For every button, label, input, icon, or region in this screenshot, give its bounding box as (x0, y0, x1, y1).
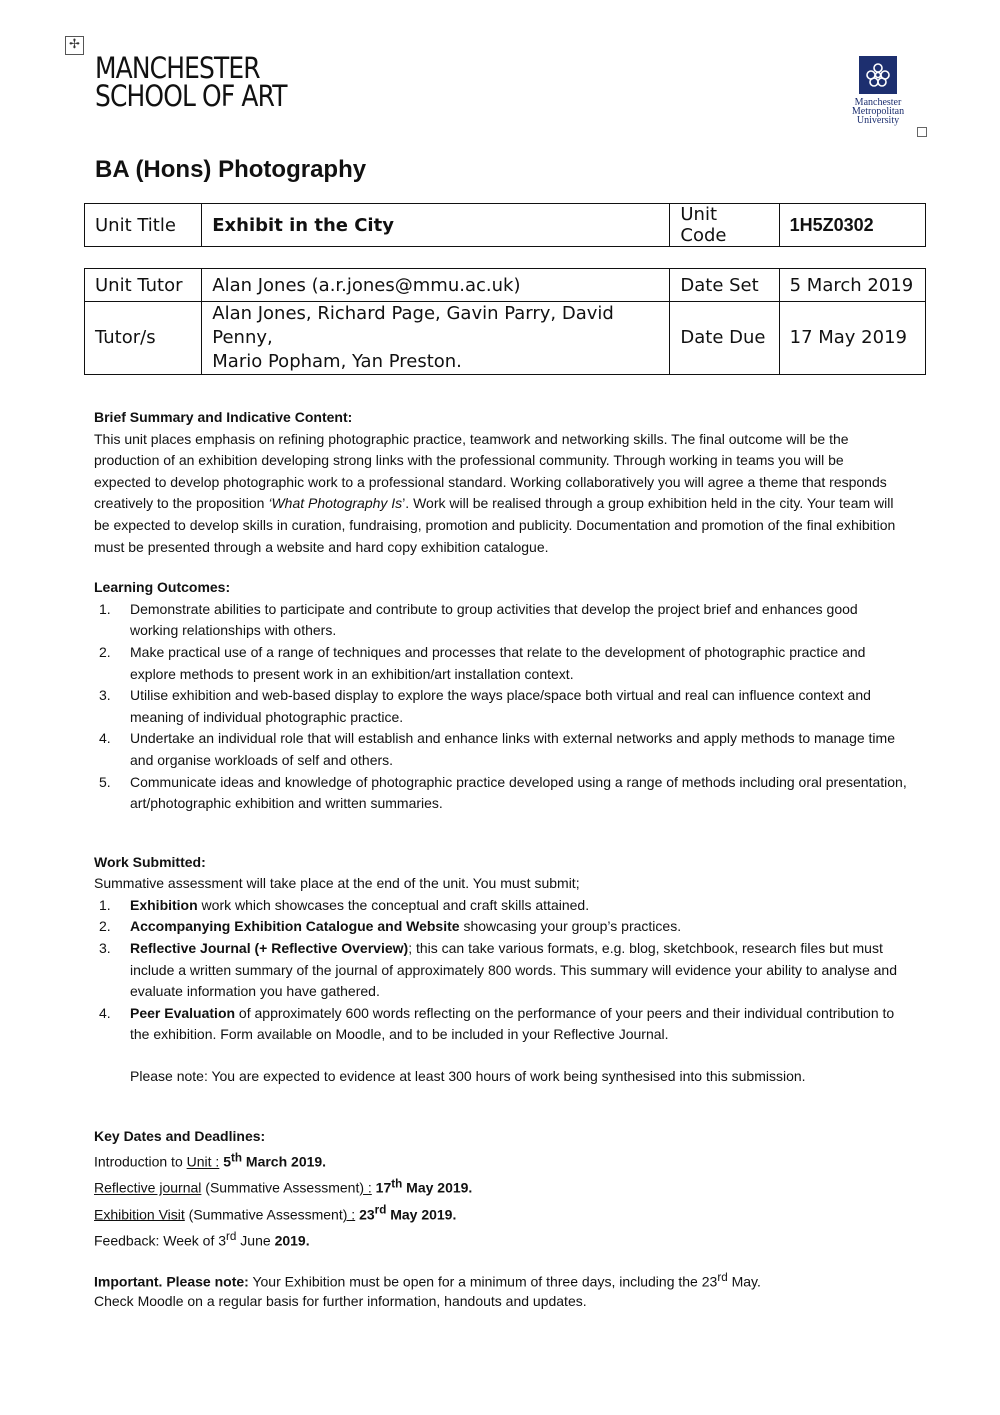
brief-line: expected to develop photographic work to a professional standard. Working collaboratively you will agree a theme that responds (94, 473, 887, 490)
brief-line: production of an exhibition developing strong links with the professional community. Through working in teams you will be (94, 452, 844, 469)
key-date-text: Introduction to (94, 1153, 187, 1170)
key-date-introduction (94, 1147, 919, 1173)
unit-title-label: Unit Title (85, 204, 202, 247)
key-date-underlined: ) : (359, 1180, 372, 1197)
list-item-bold: Peer Evaluation (130, 1004, 236, 1021)
key-date-bold: 5 (223, 1153, 231, 1170)
date-set-label: Date Set (670, 269, 779, 302)
key-date-underlined: Exhibition Visit (94, 1206, 185, 1223)
tutors-value-line-2: Mario Popham, Yan Preston. (212, 351, 462, 372)
key-date-bold: 17 (375, 1180, 392, 1197)
anchor-handle-icon[interactable] (917, 127, 927, 137)
brief-line (94, 493, 919, 515)
list-item (94, 599, 919, 642)
unit-title-table (84, 203, 926, 247)
date-due-value: 17 May 2019 (779, 302, 925, 375)
important-text: Your Exhibition must be open for a minimum of three days, including the 23 (248, 1273, 718, 1290)
work-submitted-list (94, 895, 919, 1046)
list-item-bold: Reflective Journal (+ Reflective Overview) (130, 940, 409, 957)
date-due-label: Date Due (670, 302, 779, 375)
key-date-sup: rd (374, 1203, 387, 1217)
list-item-text: ; this can take various formats, e.g. blog, sketchbook, research files but must (408, 940, 883, 957)
list-number: 3. (99, 940, 111, 957)
list-item (94, 728, 919, 771)
list-item-text: work which showcases the conceptual and craft skills attained. (197, 896, 590, 913)
important-note-line-2: Check Moodle on a regular basis for further information, handouts and updates. (94, 1292, 587, 1309)
key-date-underlined: ) : (342, 1206, 356, 1223)
list-item-text: Undertake an individual role that will establish and enhance links with external networks and apply methods to manage time (130, 730, 895, 747)
list-item (94, 772, 919, 815)
list-item-text: art/photographic exhibition and written summaries. (130, 795, 443, 812)
brief-heading: Brief Summary and Indicative Content: (94, 409, 353, 425)
key-date-sup: th (231, 1151, 243, 1165)
unit-tutor-value: Alan Jones (a.r.jones@mmu.ac.uk) (202, 269, 670, 302)
list-item (94, 938, 919, 1003)
date-set-value: 5 March 2019 (779, 269, 925, 302)
tutors-label: Tutor/s (85, 302, 202, 375)
course-title: BA (Hons) Photography (95, 156, 367, 183)
key-date-bold: 23 (359, 1206, 375, 1223)
list-item (94, 685, 919, 728)
mmu-logo-line-1: Manchester (854, 97, 902, 108)
list-item-text: evaluate information you have gathered. (130, 983, 380, 1000)
manchester-school-of-art-logo (95, 51, 287, 113)
list-number: 1. (99, 600, 111, 617)
list-number: 2. (99, 918, 111, 935)
list-item-text: Utilise exhibition and web-based display to explore the ways place/space both virtual and real can influence context and (130, 687, 871, 704)
mmu-logo-line-3: University (856, 115, 900, 126)
list-number: 4. (99, 730, 111, 747)
brief-line: be expected to develop skills in curation, fundraising, promotion and publicity. Documentation and promotion of the final exhibition (94, 516, 896, 533)
key-date-text: (Summative Assessment (184, 1206, 343, 1223)
list-item-text: Communicate ideas and knowledge of photographic practice developed using a range of methods including oral presentation, (130, 773, 907, 790)
list-number: 1. (99, 896, 111, 913)
brief-line-text: ’. Work will be realised through a group exhibition held in the city. Your team will (402, 495, 894, 512)
list-item-text: of approximately 600 words reflecting on the performance of your peers and their individual contribution to (235, 1004, 895, 1021)
tutor-table (84, 268, 926, 375)
list-item-text: Demonstrate abilities to participate and contribute to group activities that develop the project brief and enhances good (130, 600, 858, 617)
list-item (94, 1003, 919, 1046)
mmu-emblem-icon (859, 56, 897, 94)
key-date-underlined: Reflective journal (94, 1180, 202, 1197)
list-item-bold: Exhibition (130, 896, 198, 913)
unit-code-value: 1H5Z0302 (779, 204, 925, 247)
list-item (94, 642, 919, 685)
learning-outcomes-list (94, 599, 919, 815)
list-item-text: Make practical use of a range of techniques and processes that relate to the development of photographic practice and (130, 643, 866, 660)
key-dates-heading: Key Dates and Deadlines: (94, 1127, 266, 1144)
list-number: 2. (99, 643, 111, 660)
mmu-logo (842, 56, 914, 125)
learning-outcomes-heading: Learning Outcomes: (94, 579, 231, 596)
work-submitted-note: Please note: You are expected to evidence at least 300 hours of work being synthesised into this submission. (130, 1068, 806, 1085)
key-date-reflective (94, 1173, 919, 1199)
tutors-value (202, 302, 670, 375)
brief-line: must be presented through a website and hard copy exhibition catalogue. (94, 538, 549, 555)
logo-line-1: MANCHESTER (95, 51, 260, 85)
key-date-visit (94, 1200, 919, 1226)
list-number: 3. (99, 687, 111, 704)
work-submitted-intro: Summative assessment will take place at the end of the unit. You must submit; (94, 875, 580, 892)
brief-proposition: ‘What Photography Is (268, 495, 403, 512)
brief-line-text: creatively to the proposition (94, 495, 269, 512)
brief-line: This unit places emphasis on refining photographic practice, teamwork and networking skills. The final outcome will be the (94, 430, 849, 447)
list-item-text: explore methods to present work in an exhibition/art installation context. (130, 665, 574, 682)
list-item-text: the exhibition. Form available on Moodle, and to be included in your Reflective Journal. (130, 1026, 669, 1043)
list-number: 5. (99, 773, 111, 790)
key-date-bold: May 2019. (386, 1206, 457, 1223)
key-date-feedback (94, 1226, 919, 1252)
important-note (94, 1268, 919, 1292)
unit-code-label: Unit Code (670, 204, 779, 247)
unit-tutor-label: Unit Tutor (85, 269, 202, 302)
tutors-value-line-1: Alan Jones, Richard Page, Gavin Parry, David Penny, (212, 303, 614, 348)
important-sup: rd (717, 1271, 728, 1285)
key-date-text: (Summative Assessment (201, 1180, 360, 1197)
list-item-text: and organise workloads of self and others. (130, 751, 394, 768)
list-item (94, 916, 919, 938)
mmu-logo-line-2: Metropolitan (851, 106, 905, 117)
list-item-text: working relationships with others. (130, 622, 337, 639)
key-date-bold: 2019. (274, 1232, 310, 1249)
list-item-text: showcasing your group’s practices. (459, 918, 682, 935)
document-body (94, 407, 919, 1311)
important-label: Important. Please note: (94, 1273, 249, 1290)
list-item-text: meaning of individual photographic practice. (130, 708, 404, 725)
key-date-sup: rd (226, 1229, 237, 1243)
work-submitted-heading: Work Submitted: (94, 853, 206, 870)
key-date-underlined: Unit : (186, 1153, 220, 1170)
key-date-text: June (236, 1232, 275, 1249)
key-date-bold: May 2019. (402, 1180, 473, 1197)
key-date-sup: th (391, 1177, 403, 1191)
key-date-text: Feedback: Week of 3 (94, 1232, 227, 1249)
unit-title-value: Exhibit in the City (202, 204, 670, 247)
table-move-handle-icon[interactable]: ✢ (65, 36, 84, 55)
list-item (94, 895, 919, 917)
list-item-text: include a written summary of the journal of approximately 800 words. This summary will evidence your ability to analyse and (130, 961, 897, 978)
logo-line-2: SCHOOL OF ART (95, 79, 287, 113)
list-item-bold: Accompanying Exhibition Catalogue and Website (130, 918, 460, 935)
important-text: May. (727, 1273, 761, 1290)
key-date-bold: March 2019. (242, 1153, 327, 1170)
list-number: 4. (99, 1004, 111, 1021)
